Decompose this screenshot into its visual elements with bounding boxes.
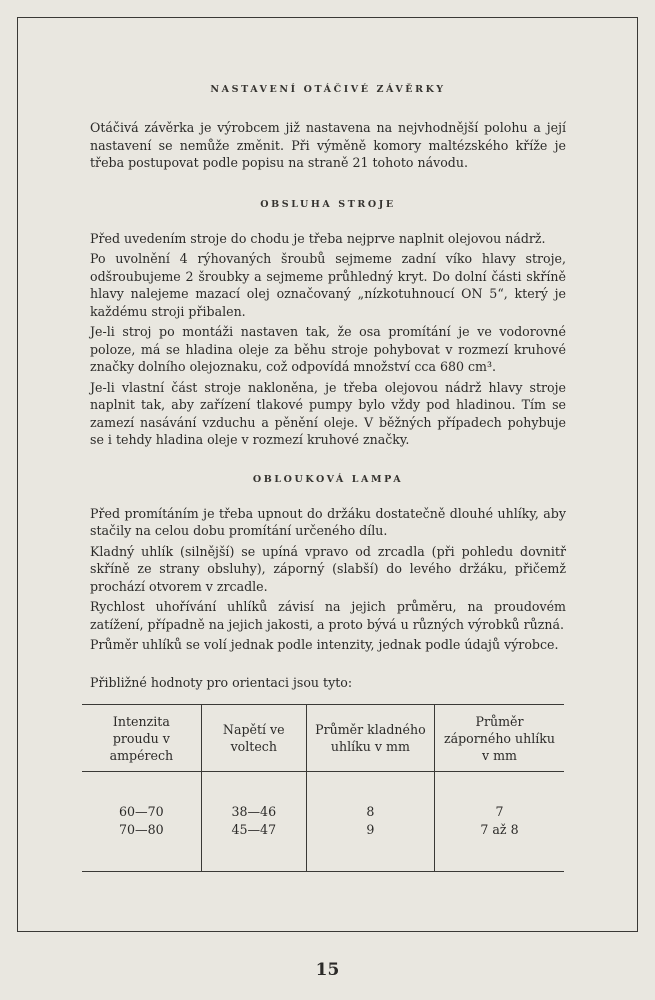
paragraph: Je-li vlastní část stroje nakloněna, je třeba olejovou nádrž hlavy stroje naplnit tak, aby zařízení tlakové pumpy bylo vždy pod hladinou. Tím se zamezí nasávání vzduchu a pěnění oleje. V běžných případech pohybuje se i tehdy hladina oleje v rozmezí kruhové značky. — [90, 379, 566, 447]
section-heading-arc-lamp: OBLOUKOVÁ LAMPA — [252, 473, 404, 485]
section-heading-shutter: NASTAVENÍ OTÁČIVÉ ZÁVĚRKY — [210, 84, 446, 95]
header-negative-diameter: Průměr záporného uhlíku v mm — [435, 705, 565, 772]
paragraph: Před promítáním je třeba upnout do držáku dostatečně dlouhé uhlíky, aby stačily na celou dobu promítání určeného dílu. — [90, 505, 566, 538]
paragraph: Před uvedením stroje do chodu je třeba nejprve naplnit olejovou nádrž. — [90, 230, 546, 246]
cell-negative-diameter — [435, 772, 565, 872]
table-intro: Přibližné hodnoty pro orientaci jsou tyto: — [90, 674, 353, 690]
paragraph: Je-li stroj po montáži nastaven tak, že osa promítání je ve vodorovné poloze, má se hladina oleje za běhu stroje pohybovat v rozmezí kruhové značky dolního olejoznaku, což odpovídá množství cca 680 cm³. — [90, 324, 566, 374]
cell-current — [82, 772, 201, 872]
cell-value: 9 — [366, 822, 375, 837]
cell-voltage — [201, 772, 306, 872]
table-row — [82, 772, 564, 872]
section-body-arc-lamp — [90, 505, 566, 692]
cell-value: 60—70 — [119, 804, 164, 819]
paragraph: Po uvolnění 4 rýhovaných šroubů sejmeme zadní víko hlavy stroje, odšroubujeme 2 šroubky a sejmeme průhledný kryt. Do dolní části skříně hlavy nalejeme mazací olej označovaný „nízkotuhnoucí ON 5“, který je každému stroji přibalen. — [90, 251, 566, 319]
cell-value: 45—47 — [231, 822, 277, 837]
cell-value: 7 až 8 — [480, 822, 519, 837]
cell-value: 70—80 — [119, 822, 164, 837]
cell-value: 7 — [495, 804, 504, 819]
header-voltage: Napětí ve voltech — [201, 705, 306, 772]
page-content — [90, 84, 566, 694]
header-current: Intenzita proudu v ampérech — [82, 705, 201, 772]
cell-positive-diameter — [306, 772, 434, 872]
cell-value: 38—46 — [231, 804, 277, 819]
paragraph: Průměr uhlíků se volí jednak podle intenzity, jednak podle údajů výrobce. — [90, 637, 559, 652]
paragraph: Otáčivá závěrka je výrobcem již nastavena na nejvhodnější polohu a její nastavení se nemůže změnit. Při výměně komory maltézského kříže je třeba postupovat podle popisu na straně 21 tohoto návodu. — [90, 120, 566, 170]
cell-value: 8 — [366, 804, 375, 819]
page-number: 15 — [315, 960, 340, 980]
carbon-values-table — [82, 704, 564, 872]
paragraph: Kladný uhlík (silnější) se upíná vpravo od zrcadla (při pohledu dovnitř skříně ze strany obsluhy), záporný (slabší) do levého držáku, přičemž prochází otvorem v zrcadle. — [90, 543, 566, 594]
paragraph: Rychlost uhořívání uhlíků závisí na jejich průměru, na proudovém zatížení, případně na jejich jakosti, a proto bývá u různých výrobků různá. — [90, 599, 566, 632]
section-heading-operation: OBSLUHA STROJE — [260, 198, 396, 210]
table-header-row — [82, 705, 564, 772]
header-positive-diameter: Průměr kladného uhlíku v mm — [306, 705, 434, 772]
section-body-operation — [90, 230, 566, 449]
section-body-shutter — [90, 119, 566, 172]
